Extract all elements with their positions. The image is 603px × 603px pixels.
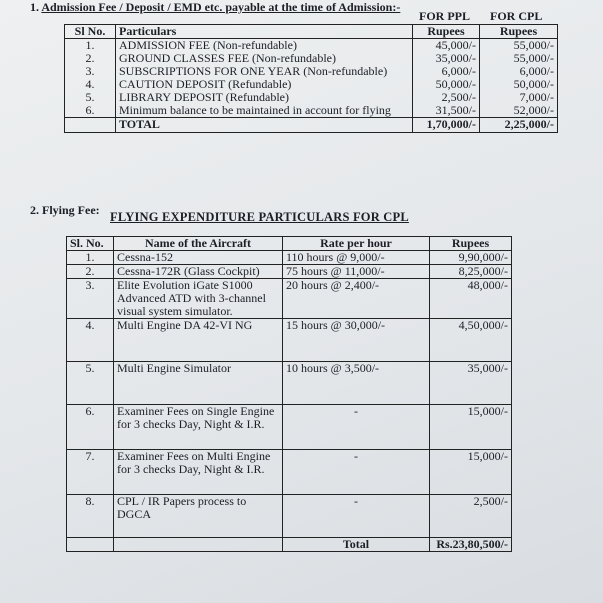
row-rate: 75 hours @ 11,000/- (283, 265, 430, 279)
table-row (65, 104, 558, 118)
row-sl: 1. (65, 39, 116, 53)
row-rate: 15 hours @ 30,000/- (283, 319, 430, 362)
row-ppl: 31,500/- (413, 104, 480, 118)
row-particulars: Minimum balance to be maintained in account for flying (116, 104, 413, 118)
row-ppl: 35,000/- (413, 52, 480, 65)
total-row (67, 538, 512, 552)
row-sl: 1. (67, 251, 114, 265)
row-cpl: 50,000/- (480, 78, 558, 91)
row-sl: 4. (67, 319, 114, 362)
row-rupees: 9,90,000/- (430, 251, 512, 265)
row-rate: - (283, 405, 430, 450)
table-row (67, 319, 512, 362)
row-particulars: LIBRARY DEPOSIT (Refundable) (116, 91, 413, 104)
flying-expenditure-title: FLYING EXPENDITURE PARTICULARS FOR CPL (110, 210, 409, 224)
row-rupees: 48,000/- (430, 279, 512, 319)
row-cpl: 55,000/- (480, 39, 558, 53)
row-ppl: 6,000/- (413, 65, 480, 78)
total-label: Total (283, 538, 430, 552)
row-particulars: CAUTION DEPOSIT (Refundable) (116, 78, 413, 91)
row-sl: 5. (65, 91, 116, 104)
table-row (67, 265, 512, 279)
row-particulars: SUBSCRIPTIONS FOR ONE YEAR (Non-refundable) (116, 65, 413, 78)
total-sl-blank (65, 118, 116, 133)
row-sl: 3. (67, 279, 114, 319)
row-rupees: 4,50,000/- (430, 319, 512, 362)
row-rupees: 2,500/- (430, 495, 512, 538)
row-rupees: 8,25,000/- (430, 265, 512, 279)
row-rate: - (283, 495, 430, 538)
table-row (67, 279, 512, 319)
section-2-heading (30, 203, 100, 218)
row-rate: 10 hours @ 3,500/- (283, 362, 430, 405)
section-2-title: Flying Fee: (42, 203, 100, 217)
header-ppl: Rupees (413, 25, 480, 39)
section-2-number: 2. (30, 203, 39, 217)
header-rupees: Rupees (430, 237, 512, 251)
section-1-heading (30, 0, 400, 15)
table-row (65, 39, 558, 53)
table-row (67, 495, 512, 538)
header-sl: Sl No. (65, 25, 116, 39)
row-rate: 110 hours @ 9,000/- (283, 251, 430, 265)
header-cpl: Rupees (480, 25, 558, 39)
table-row (67, 450, 512, 495)
row-aircraft: Multi Engine Simulator (114, 362, 283, 405)
total-ppl: 1,70,000/- (413, 118, 480, 133)
row-sl: 2. (67, 265, 114, 279)
row-rate: 20 hours @ 2,400/- (283, 279, 430, 319)
table-header-row (67, 237, 512, 251)
row-cpl: 55,000/- (480, 52, 558, 65)
row-ppl: 2,500/- (413, 91, 480, 104)
row-sl: 5. (67, 362, 114, 405)
header-rate: Rate per hour (283, 237, 430, 251)
row-rupees: 35,000/- (430, 362, 512, 405)
table-row (67, 405, 512, 450)
header-sl: Sl. No. (67, 237, 114, 251)
total-label: TOTAL (116, 118, 413, 133)
header-aircraft: Name of the Aircraft (114, 237, 283, 251)
total-cpl: 2,25,000/- (480, 118, 558, 133)
row-particulars: ADMISSION FEE (Non-refundable) (116, 39, 413, 53)
row-aircraft: Cessna-172R (Glass Cockpit) (114, 265, 283, 279)
column-heading-cpl: FOR CPL (490, 9, 543, 23)
row-aircraft: Multi Engine DA 42-VI NG (114, 319, 283, 362)
total-rupees: Rs.23,80,500/- (430, 538, 512, 552)
row-aircraft: Examiner Fees on Single Engine for 3 checks Day, Night & I.R. (114, 405, 283, 450)
flying-expenditure-table (66, 236, 512, 552)
row-sl: 7. (67, 450, 114, 495)
table-row (67, 362, 512, 405)
row-sl: 6. (67, 405, 114, 450)
row-aircraft: Cessna-152 (114, 251, 283, 265)
row-sl: 3. (65, 65, 116, 78)
row-sl: 4. (65, 78, 116, 91)
row-sl: 8. (67, 495, 114, 538)
row-aircraft: Elite Evolution iGate S1000 Advanced ATD with 3-channel visual system simulator. (114, 279, 283, 319)
table-row (67, 251, 512, 265)
total-aircraft-blank (114, 538, 283, 552)
row-sl: 2. (65, 52, 116, 65)
row-cpl: 7,000/- (480, 91, 558, 104)
row-cpl: 52,000/- (480, 104, 558, 118)
row-rupees: 15,000/- (430, 450, 512, 495)
row-aircraft: Examiner Fees on Multi Engine for 3 checks Day, Night & I.R. (114, 450, 283, 495)
section-1-title: Admission Fee / Deposit / EMD etc. payable at the time of Admission:- (41, 0, 401, 14)
row-rate: - (283, 450, 430, 495)
row-particulars: GROUND CLASSES FEE (Non-refundable) (116, 52, 413, 65)
total-sl-blank (67, 538, 114, 552)
total-row (65, 118, 558, 133)
row-sl: 6. (65, 104, 116, 118)
admission-fee-table (64, 24, 558, 133)
header-particulars: Particulars (116, 25, 413, 39)
row-rupees: 15,000/- (430, 405, 512, 450)
row-aircraft: CPL / IR Papers process to DGCA (114, 495, 283, 538)
row-ppl: 50,000/- (413, 78, 480, 91)
row-cpl: 6,000/- (480, 65, 558, 78)
section-1-number: 1. (30, 0, 39, 14)
row-ppl: 45,000/- (413, 39, 480, 53)
column-heading-ppl: FOR PPL (419, 9, 470, 23)
table-header-row (65, 25, 558, 39)
